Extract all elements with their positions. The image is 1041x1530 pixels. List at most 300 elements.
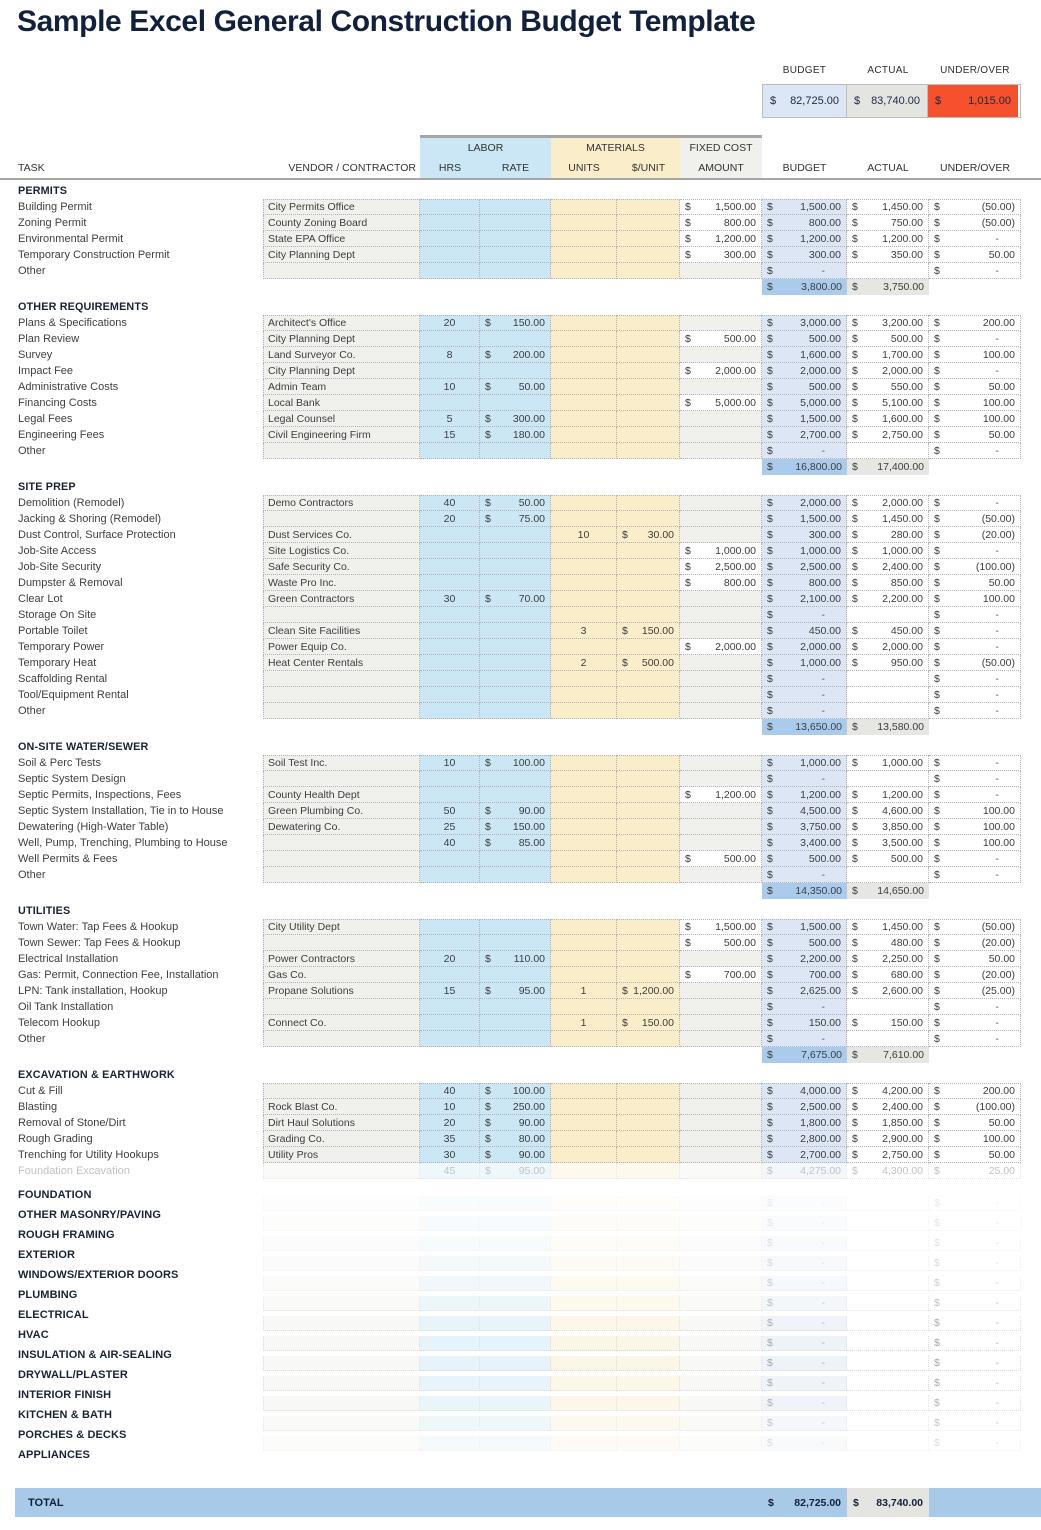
cell-uo[interactable]: $ - xyxy=(929,1316,1021,1331)
cell-budget[interactable]: $ 1,500.00 xyxy=(762,411,847,427)
cell-labor-rate[interactable]: $ 80.00 xyxy=(480,1131,551,1147)
cell-fixed-cost-amount[interactable] xyxy=(680,527,762,543)
cell-vendor[interactable] xyxy=(263,703,420,719)
cell-under-over[interactable]: $ - xyxy=(929,639,1021,655)
cell-under-over[interactable]: $ 100.00 xyxy=(929,411,1021,427)
cell-budget[interactable]: $ - xyxy=(762,263,847,279)
cell-labor-rate[interactable] xyxy=(480,607,551,623)
cell-under-over[interactable]: $ (20.00) xyxy=(929,935,1021,951)
cell-task[interactable]: Temporary Power xyxy=(18,641,105,653)
cell-vendor[interactable] xyxy=(263,835,420,851)
cell-vendor[interactable]: Power Contractors xyxy=(263,951,420,967)
cell-actual[interactable] xyxy=(847,607,929,623)
cell-material-unit-cost[interactable] xyxy=(617,819,680,835)
cell-labor-hrs[interactable] xyxy=(420,999,480,1015)
cell-material-unit-cost[interactable] xyxy=(617,867,680,883)
cell-budget[interactable]: $ 1,500.00 xyxy=(762,511,847,527)
cell-material-units[interactable] xyxy=(551,803,617,819)
cell-task[interactable]: Septic System Design xyxy=(18,773,126,785)
cell-material-units[interactable] xyxy=(551,591,617,607)
cell-labor-rate[interactable] xyxy=(480,703,551,719)
cell-vendor[interactable]: Utility Pros xyxy=(263,1147,420,1163)
cell-fixed-cost-amount[interactable] xyxy=(680,427,762,443)
cell-budget[interactable]: $ 1,500.00 xyxy=(762,199,847,215)
cell-material-units[interactable]: 2 xyxy=(551,655,617,671)
cell-fixed-cost-amount[interactable] xyxy=(680,607,762,623)
cell-vendor[interactable]: Green Contractors xyxy=(263,591,420,607)
cell-material-units[interactable] xyxy=(551,1147,617,1163)
cell-labor-rate[interactable] xyxy=(480,771,551,787)
cell-material-units[interactable] xyxy=(551,999,617,1015)
cell-labor-rate[interactable]: $ 180.00 xyxy=(480,427,551,443)
cell-actual[interactable] xyxy=(847,671,929,687)
cell-labor-rate[interactable] xyxy=(480,247,551,263)
cell-material-units[interactable] xyxy=(551,867,617,883)
cell-actual[interactable] xyxy=(847,771,929,787)
cell-material-units[interactable] xyxy=(551,363,617,379)
cell-under-over[interactable]: $ - xyxy=(929,623,1021,639)
cell-under-over[interactable]: $ (50.00) xyxy=(929,215,1021,231)
cell-material-unit-cost[interactable]: $ 150.00 xyxy=(617,1015,680,1031)
cell-bud[interactable]: $ - xyxy=(762,1216,847,1231)
cell-material-units[interactable] xyxy=(551,835,617,851)
cell-task[interactable]: Job-Site Security xyxy=(18,561,102,573)
cell-fixed-cost-amount[interactable] xyxy=(680,379,762,395)
cell-vendor[interactable] xyxy=(263,999,420,1015)
cell-material-units[interactable] xyxy=(551,199,617,215)
cell-actual[interactable] xyxy=(847,263,929,279)
cell-under-over[interactable]: $ 200.00 xyxy=(929,1083,1021,1099)
cell-budget[interactable]: $ 700.00 xyxy=(762,967,847,983)
cell-under-over[interactable]: $ - xyxy=(929,1015,1021,1031)
cell-material-units[interactable] xyxy=(551,443,617,459)
cell-material-unit-cost[interactable] xyxy=(617,851,680,867)
cell-labor-rate[interactable]: $ 300.00 xyxy=(480,411,551,427)
subtotal-actual-cell[interactable]: $ 14,650.00 xyxy=(847,883,929,899)
cell-labor-hrs[interactable]: 20 xyxy=(420,1115,480,1131)
cell-actual[interactable]: $ 1,850.00 xyxy=(847,1115,929,1131)
cell-budget[interactable]: $ 2,500.00 xyxy=(762,1099,847,1115)
cell-vendor[interactable] xyxy=(263,1031,420,1047)
cell-material-unit-cost[interactable] xyxy=(617,215,680,231)
cell-material-units[interactable] xyxy=(551,755,617,771)
cell-vendor[interactable]: Waste Pro Inc. xyxy=(263,575,420,591)
subtotal-actual-cell[interactable]: $ 17,400.00 xyxy=(847,459,929,475)
cell-fixed-cost-amount[interactable]: $ 2,000.00 xyxy=(680,363,762,379)
cell-under-over[interactable]: $ 100.00 xyxy=(929,835,1021,851)
cell-actual[interactable]: $ 1,450.00 xyxy=(847,199,929,215)
cell-fixed-cost-amount[interactable] xyxy=(680,687,762,703)
cell-actual[interactable]: $ 500.00 xyxy=(847,331,929,347)
cell-task[interactable]: Plans & Specifications xyxy=(18,317,127,329)
cell-labor-hrs[interactable]: 8 xyxy=(420,347,480,363)
cell-task[interactable]: Environmental Permit xyxy=(18,233,124,245)
cell-budget[interactable]: $ 1,000.00 xyxy=(762,655,847,671)
cell-material-unit-cost[interactable] xyxy=(617,591,680,607)
cell-material-unit-cost[interactable] xyxy=(617,951,680,967)
cell-actual[interactable]: $ 4,200.00 xyxy=(847,1083,929,1099)
cell-labor-hrs[interactable] xyxy=(420,559,480,575)
cell-labor-hrs[interactable] xyxy=(420,331,480,347)
cell-material-unit-cost[interactable]: $ 150.00 xyxy=(617,623,680,639)
cell-budget[interactable]: $ 500.00 xyxy=(762,331,847,347)
cell-actual[interactable]: $ 2,400.00 xyxy=(847,559,929,575)
cell-material-units[interactable]: 3 xyxy=(551,623,617,639)
cell-fixed-cost-amount[interactable]: $ 1,500.00 xyxy=(680,919,762,935)
cell-material-units[interactable] xyxy=(551,575,617,591)
cell-labor-rate[interactable] xyxy=(480,443,551,459)
cell-labor-hrs[interactable] xyxy=(420,703,480,719)
cell-task[interactable]: Portable Toilet xyxy=(18,625,88,637)
cell-material-unit-cost[interactable] xyxy=(617,1147,680,1163)
cell-vendor[interactable]: City Utility Dept xyxy=(263,919,420,935)
cell-actual[interactable]: $ 1,000.00 xyxy=(847,755,929,771)
cell-vendor[interactable] xyxy=(263,935,420,951)
cell-bud[interactable]: $ - xyxy=(762,1276,847,1291)
cell-labor-rate[interactable]: $ 95.00 xyxy=(480,1163,551,1179)
cell-labor-rate[interactable] xyxy=(480,527,551,543)
cell-material-units[interactable] xyxy=(551,1131,617,1147)
cell-actual[interactable]: $ 150.00 xyxy=(847,1015,929,1031)
cell-vendor[interactable]: Civil Engineering Firm xyxy=(263,427,420,443)
cell-material-unit-cost[interactable] xyxy=(617,835,680,851)
cell-vendor[interactable] xyxy=(263,1083,420,1099)
cell-vendor[interactable]: Demo Contractors xyxy=(263,495,420,511)
cell-under-over[interactable]: $ 100.00 xyxy=(929,395,1021,411)
cell-vendor[interactable]: City Planning Dept xyxy=(263,363,420,379)
cell-vendor[interactable]: Rock Blast Co. xyxy=(263,1099,420,1115)
cell-fixed-cost-amount[interactable] xyxy=(680,803,762,819)
cell-task[interactable]: Foundation Excavation xyxy=(18,1165,130,1177)
cell-labor-rate[interactable] xyxy=(480,867,551,883)
cell-material-units[interactable] xyxy=(551,263,617,279)
cell-material-unit-cost[interactable] xyxy=(617,1083,680,1099)
cell-labor-hrs[interactable]: 30 xyxy=(420,591,480,607)
cell-fixed-cost-amount[interactable] xyxy=(680,347,762,363)
cell-material-unit-cost[interactable] xyxy=(617,543,680,559)
cell-under-over[interactable]: $ (50.00) xyxy=(929,919,1021,935)
cell-material-unit-cost[interactable] xyxy=(617,263,680,279)
cell-material-units[interactable] xyxy=(551,919,617,935)
cell-bud[interactable]: $ - xyxy=(762,1376,847,1391)
cell-under-over[interactable]: $ - xyxy=(929,607,1021,623)
cell-labor-hrs[interactable]: 40 xyxy=(420,835,480,851)
cell-budget[interactable]: $ 800.00 xyxy=(762,575,847,591)
cell-labor-hrs[interactable]: 20 xyxy=(420,511,480,527)
cell-task[interactable]: Well, Pump, Trenching, Plumbing to House xyxy=(18,837,228,849)
cell-material-units[interactable] xyxy=(551,671,617,687)
cell-labor-rate[interactable] xyxy=(480,215,551,231)
cell-material-units[interactable] xyxy=(551,215,617,231)
cell-labor-hrs[interactable] xyxy=(420,215,480,231)
cell-fixed-cost-amount[interactable] xyxy=(680,1147,762,1163)
cell-budget[interactable]: $ 1,600.00 xyxy=(762,347,847,363)
cell-fixed-cost-amount[interactable]: $ 1,200.00 xyxy=(680,231,762,247)
cell-labor-rate[interactable] xyxy=(480,999,551,1015)
cell-fixed-cost-amount[interactable] xyxy=(680,755,762,771)
cell-budget[interactable]: $ 500.00 xyxy=(762,935,847,951)
cell-under-over[interactable]: $ - xyxy=(929,331,1021,347)
cell-labor-rate[interactable]: $ 70.00 xyxy=(480,591,551,607)
cell-material-units[interactable] xyxy=(551,1115,617,1131)
cell-material-units[interactable] xyxy=(551,851,617,867)
cell-labor-rate[interactable] xyxy=(480,395,551,411)
cell-uo[interactable]: $ - xyxy=(929,1296,1021,1311)
cell-task[interactable]: Storage On Site xyxy=(18,609,97,621)
cell-material-unit-cost[interactable] xyxy=(617,199,680,215)
cell-fixed-cost-amount[interactable] xyxy=(680,495,762,511)
cell-vendor[interactable]: Legal Counsel xyxy=(263,411,420,427)
cell-material-units[interactable]: 1 xyxy=(551,1015,617,1031)
cell-labor-rate[interactable] xyxy=(480,199,551,215)
cell-labor-rate[interactable] xyxy=(480,559,551,575)
cell-fixed-cost-amount[interactable] xyxy=(680,511,762,527)
cell-labor-rate[interactable]: $ 50.00 xyxy=(480,495,551,511)
cell-budget[interactable]: $ 1,200.00 xyxy=(762,231,847,247)
subtotal-actual-cell[interactable]: $ 3,750.00 xyxy=(847,279,929,295)
cell-vendor[interactable]: Local Bank xyxy=(263,395,420,411)
cell-task[interactable]: Other xyxy=(18,1033,46,1045)
cell-labor-rate[interactable] xyxy=(480,851,551,867)
cell-actual[interactable]: $ 2,400.00 xyxy=(847,1099,929,1115)
cell-budget[interactable]: $ 4,275.00 xyxy=(762,1163,847,1179)
cell-labor-rate[interactable]: $ 200.00 xyxy=(480,347,551,363)
cell-labor-hrs[interactable] xyxy=(420,787,480,803)
cell-budget[interactable]: $ - xyxy=(762,771,847,787)
cell-budget[interactable]: $ 2,000.00 xyxy=(762,495,847,511)
cell-fixed-cost-amount[interactable] xyxy=(680,623,762,639)
cell-labor-hrs[interactable]: 45 xyxy=(420,1163,480,1179)
cell-labor-hrs[interactable] xyxy=(420,935,480,951)
cell-budget[interactable]: $ - xyxy=(762,1031,847,1047)
cell-material-unit-cost[interactable] xyxy=(617,687,680,703)
cell-task[interactable]: Financing Costs xyxy=(18,397,97,409)
cell-task[interactable]: Demolition (Remodel) xyxy=(18,497,125,509)
cell-labor-rate[interactable]: $ 90.00 xyxy=(480,803,551,819)
cell-actual[interactable]: $ 680.00 xyxy=(847,967,929,983)
total-budget-cell[interactable]: $ 82,725.00 xyxy=(768,1496,841,1509)
cell-under-over[interactable]: $ - xyxy=(929,867,1021,883)
cell-task[interactable]: Dewatering (High-Water Table) xyxy=(18,821,169,833)
cell-budget[interactable]: $ 2,700.00 xyxy=(762,427,847,443)
cell-labor-rate[interactable] xyxy=(480,1015,551,1031)
cell-bud[interactable]: $ - xyxy=(762,1396,847,1411)
cell-actual[interactable]: $ 450.00 xyxy=(847,623,929,639)
cell-task[interactable]: Rough Grading xyxy=(18,1133,93,1145)
cell-material-unit-cost[interactable] xyxy=(617,755,680,771)
cell-task[interactable]: Town Sewer: Tap Fees & Hookup xyxy=(18,937,181,949)
cell-material-units[interactable]: 10 xyxy=(551,527,617,543)
cell-labor-rate[interactable] xyxy=(480,1031,551,1047)
cell-budget[interactable]: $ 2,700.00 xyxy=(762,1147,847,1163)
cell-budget[interactable]: $ 800.00 xyxy=(762,215,847,231)
cell-task[interactable]: Engineering Fees xyxy=(18,429,105,441)
cell-vendor[interactable]: Admin Team xyxy=(263,379,420,395)
cell-uo[interactable]: $ - xyxy=(929,1376,1021,1391)
cell-vendor[interactable]: State EPA Office xyxy=(263,231,420,247)
cell-vendor[interactable]: City Planning Dept xyxy=(263,247,420,263)
cell-labor-hrs[interactable] xyxy=(420,607,480,623)
cell-under-over[interactable]: $ (50.00) xyxy=(929,511,1021,527)
cell-material-units[interactable] xyxy=(551,495,617,511)
cell-actual[interactable]: $ 2,600.00 xyxy=(847,983,929,999)
cell-under-over[interactable]: $ (100.00) xyxy=(929,1099,1021,1115)
cell-fixed-cost-amount[interactable] xyxy=(680,1015,762,1031)
cell-task[interactable]: Town Water: Tap Fees & Hookup xyxy=(18,921,179,933)
subtotal-budget-cell[interactable]: $ 7,675.00 xyxy=(762,1047,847,1063)
cell-task[interactable]: Temporary Construction Permit xyxy=(18,249,170,261)
cell-task[interactable]: Impact Fee xyxy=(18,365,74,377)
cell-actual[interactable]: $ 2,000.00 xyxy=(847,639,929,655)
subtotal-actual-cell[interactable]: $ 13,580.00 xyxy=(847,719,929,735)
cell-task[interactable]: Legal Fees xyxy=(18,413,73,425)
cell-material-units[interactable] xyxy=(551,819,617,835)
cell-budget[interactable]: $ 2,000.00 xyxy=(762,639,847,655)
cell-actual[interactable] xyxy=(847,1031,929,1047)
cell-budget[interactable]: $ 2,200.00 xyxy=(762,951,847,967)
cell-labor-hrs[interactable] xyxy=(420,527,480,543)
cell-material-unit-cost[interactable] xyxy=(617,363,680,379)
cell-material-units[interactable] xyxy=(551,703,617,719)
cell-actual[interactable]: $ 500.00 xyxy=(847,851,929,867)
cell-under-over[interactable]: $ - xyxy=(929,999,1021,1015)
cell-material-unit-cost[interactable] xyxy=(617,575,680,591)
cell-labor-rate[interactable] xyxy=(480,543,551,559)
cell-actual[interactable]: $ 1,700.00 xyxy=(847,347,929,363)
cell-labor-hrs[interactable]: 5 xyxy=(420,411,480,427)
cell-material-units[interactable] xyxy=(551,231,617,247)
cell-material-units[interactable] xyxy=(551,967,617,983)
cell-under-over[interactable]: $ 50.00 xyxy=(929,575,1021,591)
cell-labor-rate[interactable]: $ 100.00 xyxy=(480,755,551,771)
cell-labor-hrs[interactable] xyxy=(420,443,480,459)
cell-actual[interactable] xyxy=(847,867,929,883)
cell-fixed-cost-amount[interactable] xyxy=(680,951,762,967)
cell-material-unit-cost[interactable] xyxy=(617,511,680,527)
cell-material-units[interactable] xyxy=(551,559,617,575)
cell-material-unit-cost[interactable]: $ 1,200.00 xyxy=(617,983,680,999)
cell-budget[interactable]: $ 4,500.00 xyxy=(762,803,847,819)
cell-actual[interactable]: $ 3,200.00 xyxy=(847,315,929,331)
summary-under-over-value[interactable]: $ 1,015.00 xyxy=(928,85,1018,117)
cell-material-units[interactable] xyxy=(551,1099,617,1115)
cell-material-unit-cost[interactable] xyxy=(617,935,680,951)
cell-budget[interactable]: $ - xyxy=(762,607,847,623)
cell-actual[interactable]: $ 3,500.00 xyxy=(847,835,929,851)
cell-fixed-cost-amount[interactable] xyxy=(680,1031,762,1047)
cell-budget[interactable]: $ - xyxy=(762,867,847,883)
cell-under-over[interactable]: $ 100.00 xyxy=(929,591,1021,607)
cell-under-over[interactable]: $ - xyxy=(929,851,1021,867)
cell-fixed-cost-amount[interactable] xyxy=(680,315,762,331)
cell-material-unit-cost[interactable] xyxy=(617,379,680,395)
cell-budget[interactable]: $ - xyxy=(762,703,847,719)
cell-fixed-cost-amount[interactable] xyxy=(680,443,762,459)
cell-task[interactable]: Job-Site Access xyxy=(18,545,97,557)
cell-material-unit-cost[interactable] xyxy=(617,427,680,443)
cell-actual[interactable]: $ 3,850.00 xyxy=(847,819,929,835)
cell-actual[interactable]: $ 4,300.00 xyxy=(847,1163,929,1179)
cell-labor-rate[interactable] xyxy=(480,231,551,247)
cell-fixed-cost-amount[interactable]: $ 700.00 xyxy=(680,967,762,983)
subtotal-actual-cell[interactable]: $ 7,610.00 xyxy=(847,1047,929,1063)
cell-under-over[interactable]: $ (50.00) xyxy=(929,199,1021,215)
cell-labor-rate[interactable]: $ 100.00 xyxy=(480,1083,551,1099)
cell-under-over[interactable]: $ 50.00 xyxy=(929,1115,1021,1131)
cell-actual[interactable]: $ 2,750.00 xyxy=(847,427,929,443)
cell-material-units[interactable] xyxy=(551,787,617,803)
cell-task[interactable]: Cut & Fill xyxy=(18,1085,63,1097)
cell-actual[interactable]: $ 1,600.00 xyxy=(847,411,929,427)
cell-budget[interactable]: $ 2,000.00 xyxy=(762,363,847,379)
cell-material-unit-cost[interactable] xyxy=(617,1131,680,1147)
cell-vendor[interactable]: City Planning Dept xyxy=(263,331,420,347)
cell-actual[interactable] xyxy=(847,443,929,459)
cell-material-unit-cost[interactable] xyxy=(617,1163,680,1179)
cell-vendor[interactable]: Land Surveyor Co. xyxy=(263,347,420,363)
cell-labor-hrs[interactable] xyxy=(420,919,480,935)
cell-under-over[interactable]: $ 200.00 xyxy=(929,315,1021,331)
cell-task[interactable]: LPN: Tank installation, Hookup xyxy=(18,985,168,997)
cell-task[interactable]: Clear Lot xyxy=(18,593,63,605)
cell-fixed-cost-amount[interactable]: $ 1,000.00 xyxy=(680,543,762,559)
cell-fixed-cost-amount[interactable] xyxy=(680,655,762,671)
cell-task[interactable]: Septic System Installation, Tie in to House xyxy=(18,805,224,817)
cell-vendor[interactable] xyxy=(263,443,420,459)
cell-material-unit-cost[interactable] xyxy=(617,703,680,719)
cell-vendor[interactable]: Dirt Haul Solutions xyxy=(263,1115,420,1131)
cell-actual[interactable] xyxy=(847,703,929,719)
cell-task[interactable]: Jacking & Shoring (Remodel) xyxy=(18,513,162,525)
cell-bud[interactable]: $ - xyxy=(762,1436,847,1451)
cell-vendor[interactable] xyxy=(263,867,420,883)
cell-labor-hrs[interactable] xyxy=(420,687,480,703)
cell-bud[interactable]: $ - xyxy=(762,1196,847,1211)
cell-fixed-cost-amount[interactable]: $ 300.00 xyxy=(680,247,762,263)
cell-budget[interactable]: $ 3,400.00 xyxy=(762,835,847,851)
cell-under-over[interactable]: $ - xyxy=(929,363,1021,379)
cell-material-unit-cost[interactable] xyxy=(617,331,680,347)
cell-fixed-cost-amount[interactable] xyxy=(680,999,762,1015)
cell-vendor[interactable] xyxy=(263,851,420,867)
cell-under-over[interactable]: $ (20.00) xyxy=(929,967,1021,983)
summary-budget-value[interactable]: $ 82,725.00 xyxy=(763,85,847,117)
cell-task[interactable]: Well Permits & Fees xyxy=(18,853,118,865)
cell-vendor[interactable] xyxy=(263,1163,420,1179)
cell-bud[interactable]: $ - xyxy=(762,1356,847,1371)
cell-labor-hrs[interactable] xyxy=(420,231,480,247)
cell-uo[interactable]: $ - xyxy=(929,1276,1021,1291)
cell-vendor[interactable] xyxy=(263,511,420,527)
cell-uo[interactable]: $ - xyxy=(929,1336,1021,1351)
cell-vendor[interactable]: Heat Center Rentals xyxy=(263,655,420,671)
cell-vendor[interactable]: Site Logistics Co. xyxy=(263,543,420,559)
cell-budget[interactable]: $ 1,500.00 xyxy=(762,919,847,935)
cell-under-over[interactable]: $ 50.00 xyxy=(929,951,1021,967)
cell-material-unit-cost[interactable] xyxy=(617,771,680,787)
cell-labor-hrs[interactable]: 10 xyxy=(420,379,480,395)
cell-under-over[interactable]: $ (100.00) xyxy=(929,559,1021,575)
cell-vendor[interactable]: Connect Co. xyxy=(263,1015,420,1031)
cell-fixed-cost-amount[interactable]: $ 5,000.00 xyxy=(680,395,762,411)
cell-budget[interactable]: $ 500.00 xyxy=(762,851,847,867)
cell-task[interactable]: Electrical Installation xyxy=(18,953,119,965)
cell-labor-rate[interactable]: $ 95.00 xyxy=(480,983,551,999)
cell-labor-hrs[interactable] xyxy=(420,575,480,591)
cell-vendor[interactable]: County Zoning Board xyxy=(263,215,420,231)
cell-task[interactable]: Septic Permits, Inspections, Fees xyxy=(18,789,182,801)
cell-under-over[interactable]: $ 50.00 xyxy=(929,427,1021,443)
